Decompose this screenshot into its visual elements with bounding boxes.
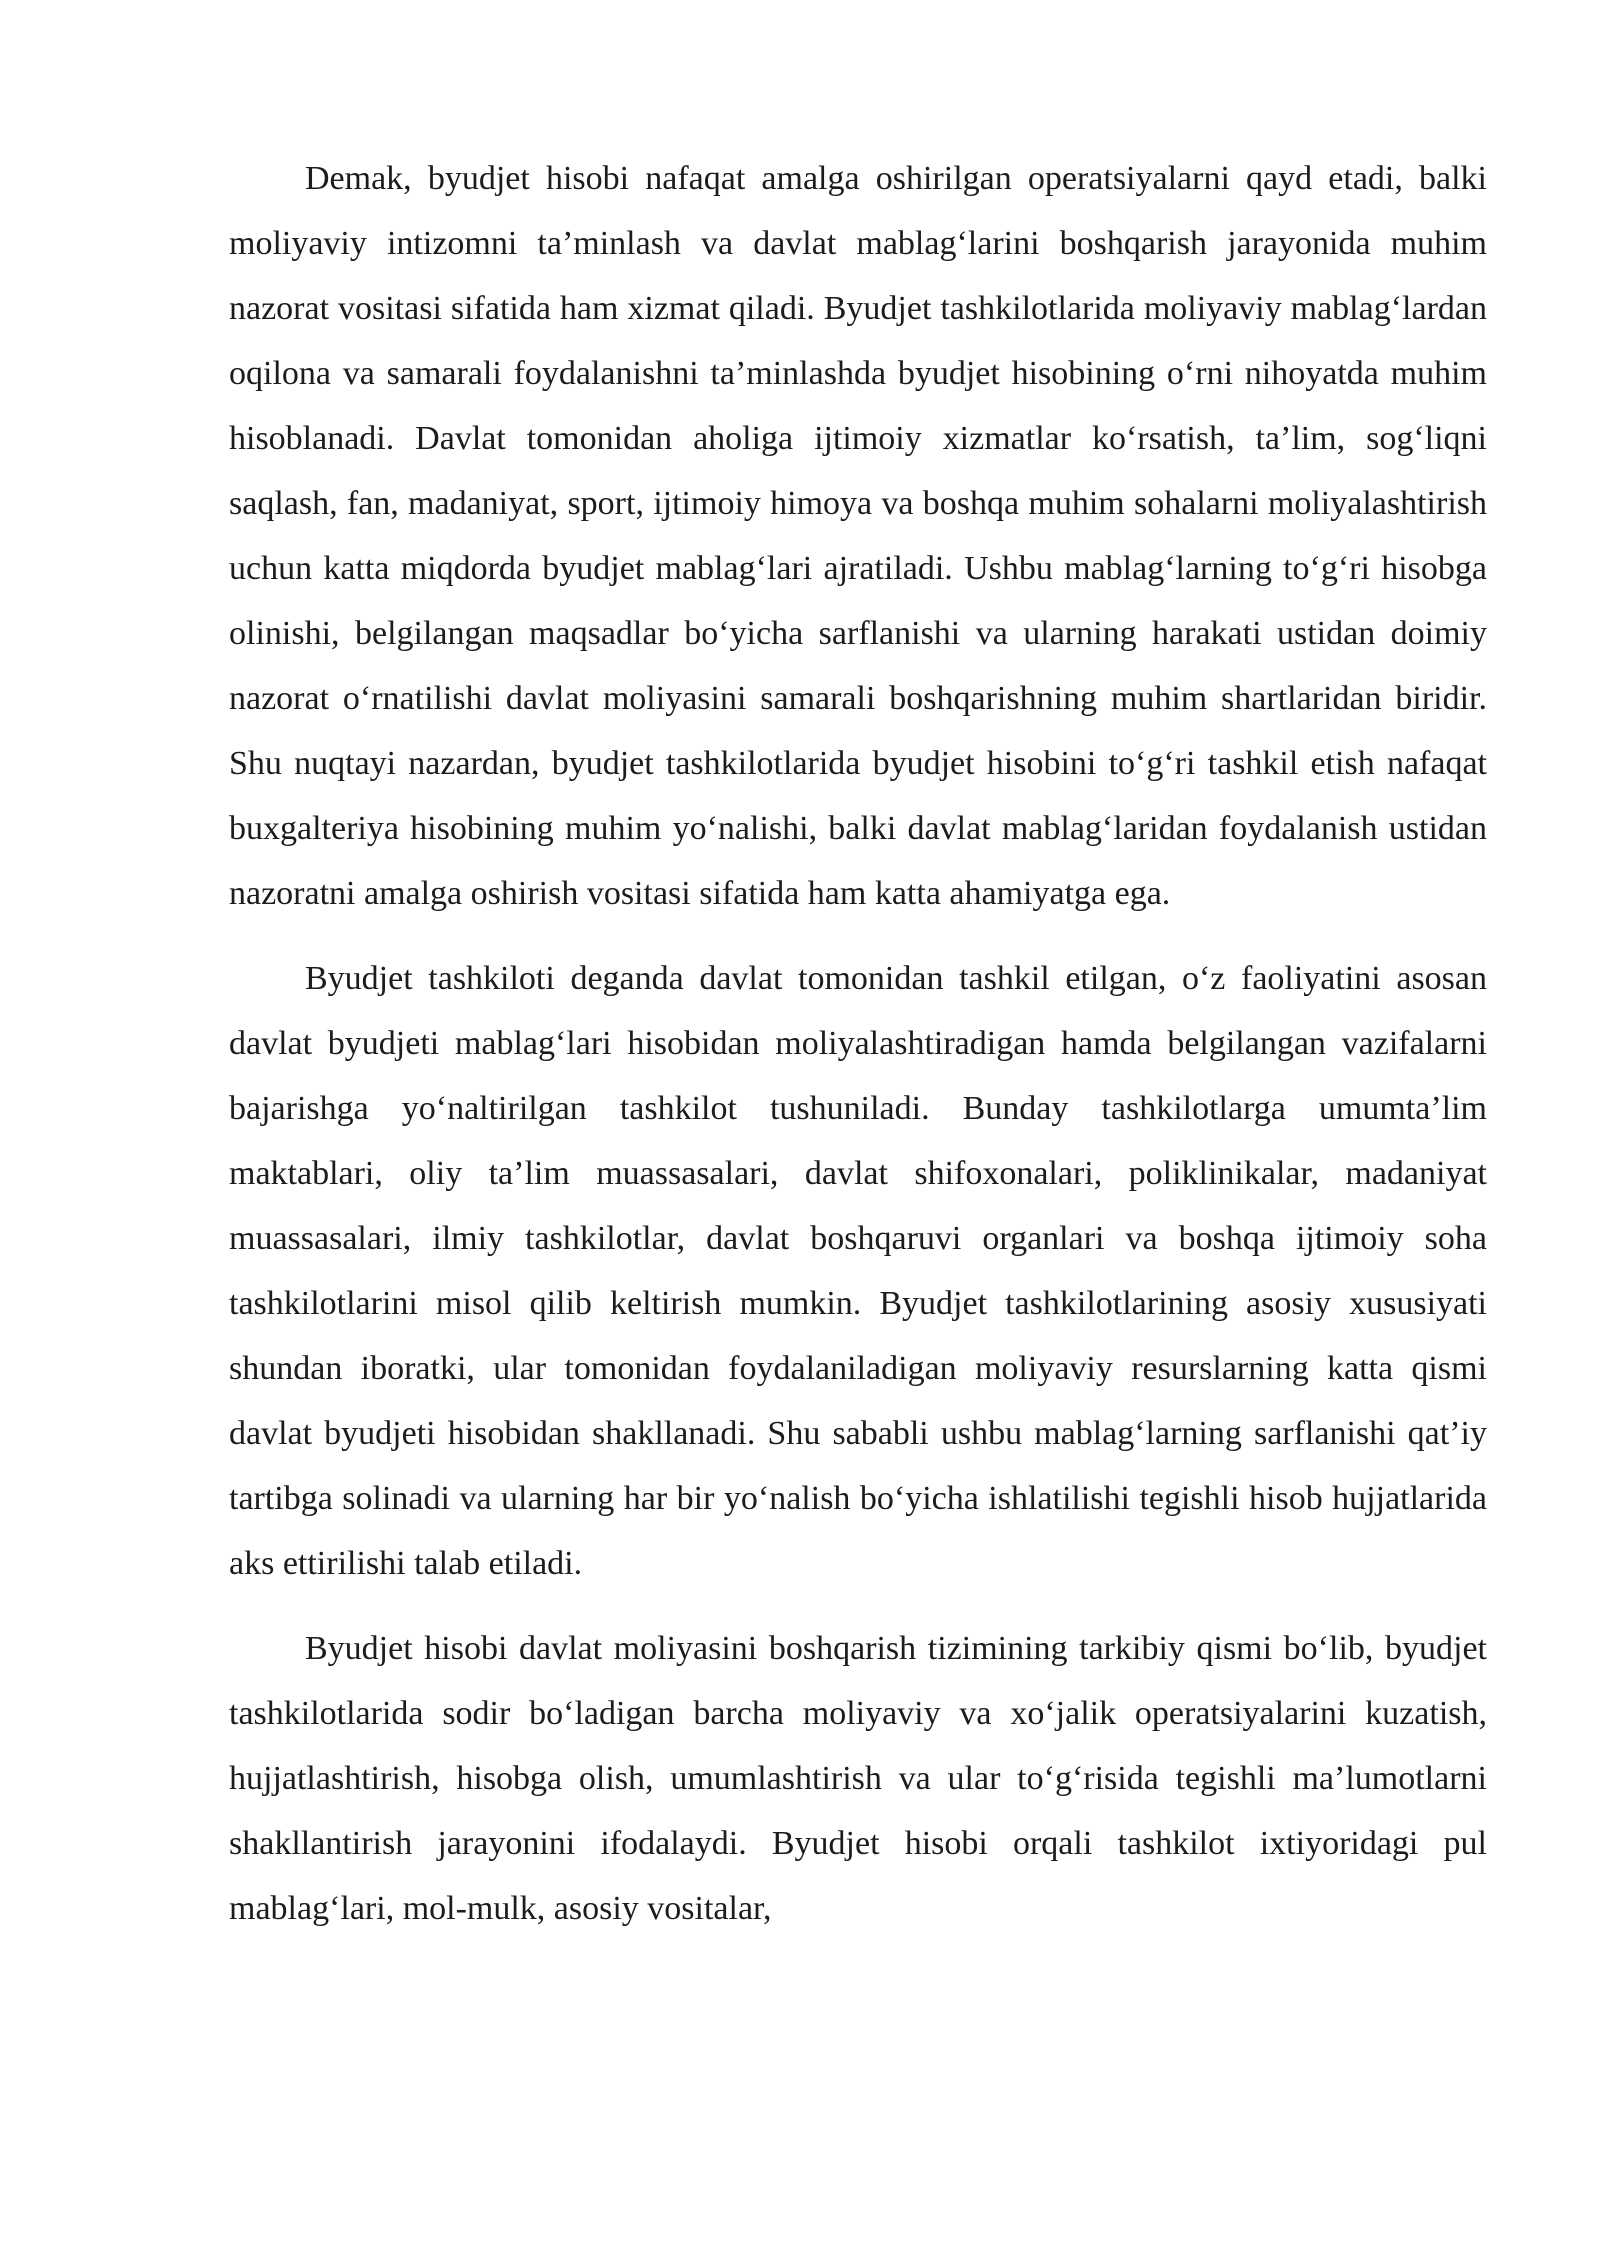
paragraph-1: Demak, byudjet hisobi nafaqat amalga oshirilgan operatsiyalarni qayd etadi, balki moliyaviy intizomni ta’minlash va davlat mablag‘larini boshqarish jarayonida muhim nazorat vositasi sifatida ham xizmat qiladi. Byudjet tashkilotlarida moliyaviy mablag‘lardan oqilona va samarali foydalanishni ta’minlashda byudjet hisobining o‘rni nihoyatda muhim hisoblanadi. Davlat tomonidan aholiga ijtimoiy xizmatlar ko‘rsatish, ta’lim, sog‘liqni saqlash, fan, madaniyat, sport, ijtimoiy himoya va boshqa muhim sohalarni moliyalashtirish uchun katta miqdorda byudjet mablag‘lari ajratiladi. Ushbu mablag‘larning to‘g‘ri hisobga olinishi, belgilangan maqsadlar bo‘yicha sarflanishi va ularning harakati ustidan doimiy nazorat o‘rnatilishi davlat moliyasini samarali boshqarishning muhim shartlaridan biridir. Shu nuqtayi nazardan, byudjet tashkilotlarida byudjet hisobini to‘g‘ri tashkil etish nafaqat buxgalteriya hisobining muhim yo‘nalishi, balki davlat mablag‘laridan foydalanish ustidan nazoratni amalga oshirish vositasi sifatida ham katta ahamiyatga ega.	[229, 160, 1487, 912]
paragraph-3: Byudjet hisobi davlat moliyasini boshqarish tizimining tarkibiy qismi bo‘lib, byudjet tashkilotlarida sodir bo‘ladigan barcha moliyaviy va xo‘jalik operatsiyalarini kuzatish, hujjatlashtirish, hisobga olish, umumlashtirish va ular to‘g‘risida tegishli ma’lumotlarni shakllantirish jarayonini ifodalaydi. Byudjet hisobi orqali tashkilot ixtiyoridagi pul mablag‘lari, mol-mulk, asosiy vositalar,	[229, 1630, 1487, 1927]
paragraph-2: Byudjet tashkiloti deganda davlat tomonidan tashkil etilgan, o‘z faoliyatini asosan davlat byudjeti mablag‘lari hisobidan moliyalashtiradigan hamda belgilangan vazifalarni bajarishga yo‘naltirilgan tashkilot tushuniladi. Bunday tashkilotlarga umumta’lim maktablari, oliy ta’lim muassasalari, davlat shifoxonalari, poliklinikalar, madaniyat muassasalari, ilmiy tashkilotlar, davlat boshqaruvi organlari va boshqa ijtimoiy soha tashkilotlarini misol qilib keltirish mumkin. Byudjet tashkilotlarining asosiy xususiyati shundan iboratki, ular tomonidan foydalaniladigan moliyaviy resurslarning katta qismi davlat byudjeti hisobidan shakllanadi. Shu sababli ushbu mablag‘larning sarflanishi qat’iy tartibga solinadi va ularning har bir yo‘nalish bo‘yicha ishlatilishi tegishli hisob hujjatlarida aks ettirilishi talab etiladi.	[229, 960, 1487, 1582]
document-body	[229, 146, 1487, 1941]
